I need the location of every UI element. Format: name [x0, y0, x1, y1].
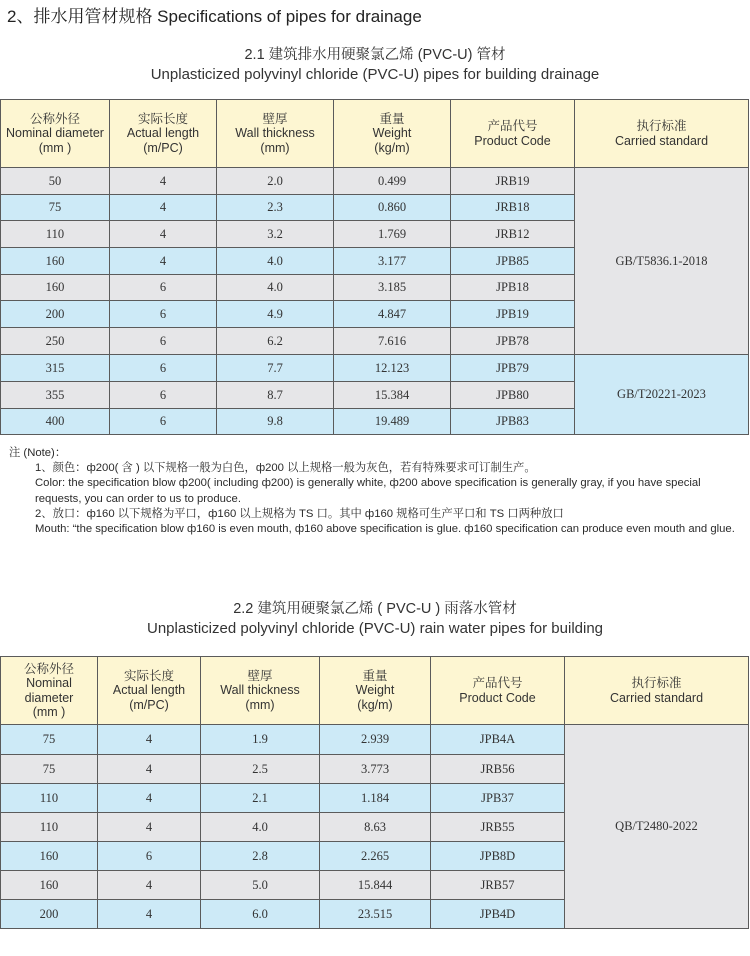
note-mouth-en: Mouth: “the specification blow ф160 is even mouth, ф160 above specification is glue. ф160 specification can produce even mouth and glue. [35, 523, 735, 536]
cell-code: JRB56 [431, 755, 565, 784]
cell-wall: 5.0 [201, 871, 320, 900]
cell-diameter: 315 [1, 355, 110, 382]
cell-weight: 4.847 [334, 301, 451, 328]
cell-length: 4 [110, 248, 217, 275]
cell-code: JPB4A [431, 725, 565, 755]
cell-length: 6 [110, 275, 217, 301]
cell-wall: 6.2 [217, 328, 334, 355]
cell-weight: 0.860 [334, 195, 451, 221]
cell-length: 4 [110, 221, 217, 248]
cell-length: 6 [110, 409, 217, 435]
cell-diameter: 75 [1, 725, 98, 755]
drainage-pipe-table [0, 99, 749, 435]
cell-weight: 1.184 [320, 784, 431, 813]
cell-diameter: 160 [1, 248, 110, 275]
cell-length: 6 [110, 328, 217, 355]
cell-standard-qb2480: QB/T2480-2022 [565, 725, 749, 929]
cell-weight: 15.844 [320, 871, 431, 900]
cell-length: 4 [98, 900, 201, 929]
cell-weight: 3.185 [334, 275, 451, 301]
cell-length: 4 [98, 725, 201, 755]
header-product-code: 产品代号 Product Code [451, 100, 575, 168]
cell-wall: 2.3 [217, 195, 334, 221]
cell-wall: 7.7 [217, 355, 334, 382]
cell-diameter: 160 [1, 871, 98, 900]
header-actual-length: 实际长度 Actual length (m/PC) [110, 100, 217, 168]
cell-length: 4 [98, 871, 201, 900]
cell-length: 6 [98, 842, 201, 871]
cell-standard-gb20221: GB/T20221-2023 [575, 355, 749, 435]
cell-code: JRB18 [451, 195, 575, 221]
cell-code: JPB79 [451, 355, 575, 382]
cell-standard-gb5836: GB/T5836.1-2018 [575, 168, 749, 355]
section1-title-cn: 2.1 建筑排水用硬聚氯乙烯 (PVC-U) 管材 [244, 47, 506, 63]
cell-length: 6 [110, 355, 217, 382]
header-carried-standard: 执行标准 Carried standard [575, 100, 749, 168]
section2-title-en: Unplasticized polyvinyl chloride (PVC-U) rain water pipes for building [146, 620, 604, 637]
cell-weight: 12.123 [334, 355, 451, 382]
header-nominal-diameter: 公称外径 Nominal diameter (mm ) [1, 657, 98, 725]
header-actual-length: 实际长度 Actual length (m/PC) [98, 657, 201, 725]
table-row [1, 168, 749, 195]
cell-code: JPB37 [431, 784, 565, 813]
cell-length: 6 [110, 301, 217, 328]
cell-wall: 1.9 [201, 725, 320, 755]
cell-wall: 9.8 [217, 409, 334, 435]
cell-diameter: 200 [1, 301, 110, 328]
cell-code: JRB19 [451, 168, 575, 195]
cell-length: 6 [110, 382, 217, 409]
cell-wall: 2.5 [201, 755, 320, 784]
cell-wall: 4.0 [201, 813, 320, 842]
header-carried-standard: 执行标准 Carried standard [565, 657, 749, 725]
header-product-code: 产品代号 Product Code [431, 657, 565, 725]
cell-wall: 8.7 [217, 382, 334, 409]
cell-wall: 4.0 [217, 275, 334, 301]
note-mouth-cn: 2、放口：ф160 以下规格为平口，ф160 以上规格为 TS 口。其中 ф160 规格可生产平口和 TS 口两种放口 [35, 507, 564, 520]
cell-weight: 19.489 [334, 409, 451, 435]
cell-weight: 7.616 [334, 328, 451, 355]
cell-weight: 3.773 [320, 755, 431, 784]
cell-diameter: 160 [1, 275, 110, 301]
cell-diameter: 250 [1, 328, 110, 355]
cell-code: JPB80 [451, 382, 575, 409]
cell-code: JPB18 [451, 275, 575, 301]
cell-code: JPB85 [451, 248, 575, 275]
cell-wall: 6.0 [201, 900, 320, 929]
cell-code: JRB12 [451, 221, 575, 248]
cell-weight: 3.177 [334, 248, 451, 275]
cell-diameter: 110 [1, 784, 98, 813]
cell-wall: 4.0 [217, 248, 334, 275]
cell-wall: 2.1 [201, 784, 320, 813]
page-heading: 2、排水用管材规格 Specifications of pipes for drainage [7, 7, 422, 26]
cell-code: JPB83 [451, 409, 575, 435]
header-wall-thickness: 壁厚 Wall thickness (mm) [217, 100, 334, 168]
cell-diameter: 75 [1, 195, 110, 221]
note-color-en: Color: the specification blow ф200( including ф200) is generally white, ф200 above specification is generally gray, if you have special requests, you can order to us to produce. [35, 477, 701, 505]
cell-code: JPB19 [451, 301, 575, 328]
cell-length: 4 [110, 195, 217, 221]
table-row [1, 725, 749, 755]
cell-length: 4 [110, 168, 217, 195]
cell-weight: 23.515 [320, 900, 431, 929]
table-header-row [1, 657, 749, 725]
section2-title-cn: 2.2 建筑用硬聚氯乙烯 ( PVC-U ) 雨落水管材 [233, 601, 517, 617]
cell-diameter: 50 [1, 168, 110, 195]
cell-diameter: 160 [1, 842, 98, 871]
table-row [1, 355, 749, 382]
cell-weight: 8.63 [320, 813, 431, 842]
cell-diameter: 200 [1, 900, 98, 929]
notes-label: 注 (Note)： [9, 447, 67, 459]
cell-code: JPB4D [431, 900, 565, 929]
section1-title-en: Unplasticized polyvinyl chloride (PVC-U) pipes for building drainage [150, 66, 600, 83]
cell-length: 4 [98, 755, 201, 784]
header-weight: 重量 Weight (kg/m) [334, 100, 451, 168]
rainwater-pipe-table [0, 656, 749, 929]
cell-length: 4 [98, 784, 201, 813]
cell-diameter: 75 [1, 755, 98, 784]
cell-diameter: 400 [1, 409, 110, 435]
cell-code: JPB8D [431, 842, 565, 871]
cell-code: JRB57 [431, 871, 565, 900]
section1-title [0, 46, 750, 84]
cell-length: 4 [98, 813, 201, 842]
notes-block [9, 446, 747, 537]
section2-title [0, 600, 750, 638]
cell-weight: 2.939 [320, 725, 431, 755]
cell-diameter: 110 [1, 813, 98, 842]
note-color-cn: 1、颜色：ф200( 含 ) 以下规格一般为白色，ф200 以上规格一般为灰色，若有特殊要求可订制生产。 [35, 462, 536, 475]
cell-wall: 2.0 [217, 168, 334, 195]
cell-wall: 4.9 [217, 301, 334, 328]
cell-diameter: 355 [1, 382, 110, 409]
table-header-row [1, 100, 749, 168]
cell-weight: 0.499 [334, 168, 451, 195]
header-wall-thickness: 壁厚 Wall thickness (mm) [201, 657, 320, 725]
cell-wall: 2.8 [201, 842, 320, 871]
cell-weight: 2.265 [320, 842, 431, 871]
header-weight: 重量 Weight (kg/m) [320, 657, 431, 725]
cell-code: JPB78 [451, 328, 575, 355]
cell-weight: 1.769 [334, 221, 451, 248]
cell-weight: 15.384 [334, 382, 451, 409]
cell-diameter: 110 [1, 221, 110, 248]
header-nominal-diameter: 公称外径 Nominal diameter (mm ) [1, 100, 110, 168]
cell-wall: 3.2 [217, 221, 334, 248]
cell-code: JRB55 [431, 813, 565, 842]
